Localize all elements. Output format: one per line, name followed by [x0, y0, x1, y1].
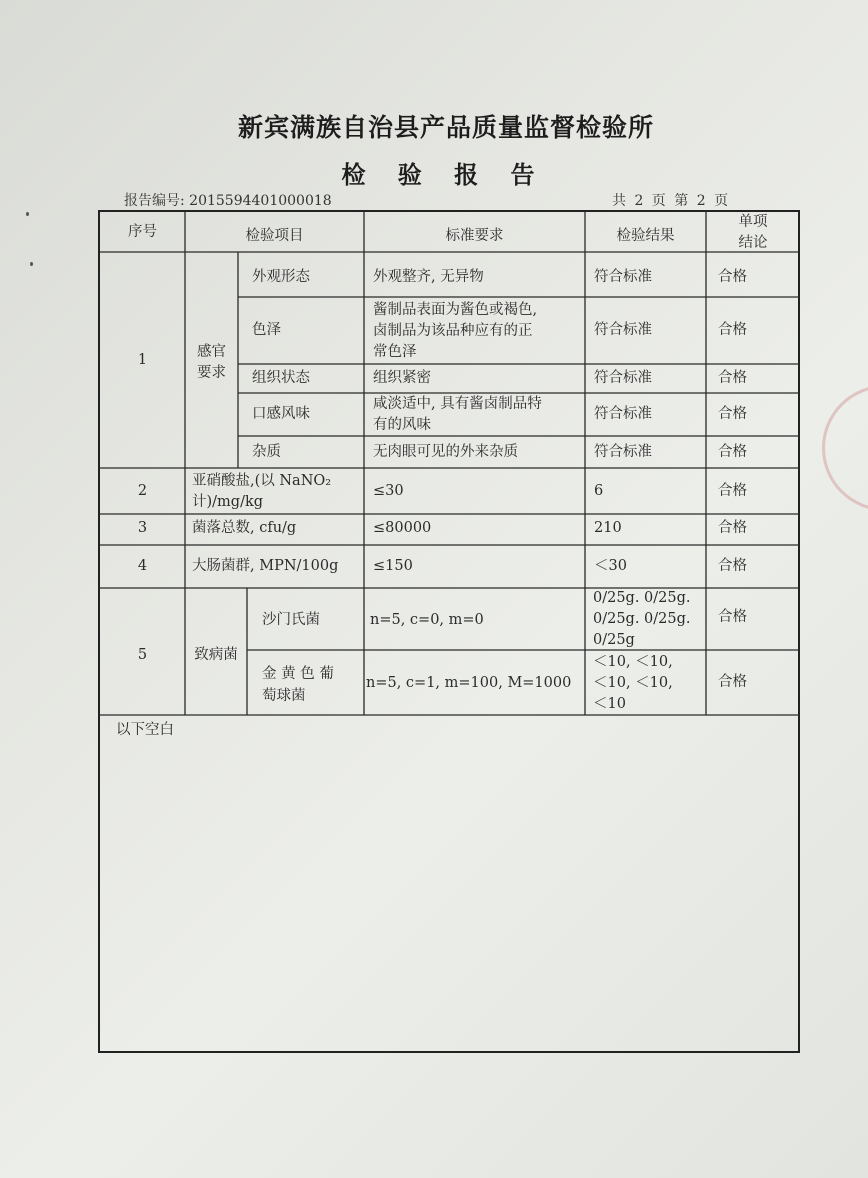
item-cell: 萄球菌 [262, 688, 306, 704]
row-no: 1 [137, 352, 148, 368]
item-cell: 沙门氏菌 [262, 612, 320, 628]
report-number: 报告编号: 2015594401000018 [124, 193, 332, 209]
verdict-cell: 合格 [718, 269, 747, 285]
result-cell: ＜10, ＜10, [593, 654, 673, 670]
group-name-line1: 感官 [197, 344, 226, 360]
result-cell: ＜10 [593, 696, 626, 712]
item-cell: 金 黄 色 葡 [262, 666, 334, 682]
requirement-cell: 咸淡适中, 具有酱卤制品特 [373, 396, 542, 412]
row-no: 2 [137, 483, 148, 499]
requirement-cell: 有的风味 [373, 417, 431, 433]
verdict-cell: 合格 [718, 609, 747, 625]
blank-below-note: 以下空白 [116, 722, 174, 738]
row-no: 3 [137, 520, 148, 536]
item-cell: 亚硝酸盐,(以 NaNO₂ [192, 473, 332, 489]
verdict-cell: 合格 [718, 406, 747, 422]
verdict-cell: 合格 [718, 370, 747, 386]
header-verdict-line2: 结论 [738, 235, 768, 251]
requirement-cell: 卤制品为该品种应有的正 [373, 323, 533, 339]
requirement-cell: ≤80000 [373, 520, 432, 536]
result-cell: 0/25g. 0/25g. [593, 611, 691, 627]
header-item: 检验项目 [245, 228, 304, 244]
verdict-cell: 合格 [718, 558, 747, 574]
verdict-cell: 合格 [718, 520, 747, 536]
header-result: 检验结果 [616, 228, 675, 244]
verdict-cell: 合格 [718, 444, 747, 460]
group-name-line2: 要求 [197, 365, 226, 381]
requirement-cell: 常色泽 [373, 344, 417, 360]
verdict-cell: 合格 [718, 674, 747, 690]
result-cell: 符合标准 [594, 269, 652, 285]
result-cell: 210 [594, 520, 622, 536]
item-cell: 色泽 [252, 322, 281, 338]
row-no: 4 [137, 558, 148, 574]
result-cell: 6 [594, 483, 604, 499]
org-title: 新宾满族自治县产品质量监督检验所 [237, 113, 654, 142]
doc-title: 检 验 报 告 [341, 161, 547, 189]
result-cell: 符合标准 [594, 370, 652, 386]
page-info: 共 2 页 第 2 页 [612, 193, 731, 209]
requirement-cell: n=5, c=0, m=0 [370, 612, 484, 628]
result-cell: 0/25g. 0/25g. [593, 590, 691, 606]
requirement-cell: n=5, c=1, m=100, M=1000 [366, 675, 572, 691]
item-cell: 外观形态 [252, 269, 310, 285]
verdict-cell: 合格 [718, 322, 747, 338]
group-name: 致病菌 [194, 647, 238, 663]
result-cell: 符合标准 [594, 322, 652, 338]
item-cell: 菌落总数, cfu/g [192, 520, 297, 536]
item-cell: 计)/mg/kg [192, 494, 264, 510]
item-cell: 口感风味 [252, 406, 310, 422]
requirement-cell: 无肉眼可见的外来杂质 [373, 444, 518, 460]
item-cell: 大肠菌群, MPN/100g [192, 558, 339, 574]
header-requirement: 标准要求 [445, 228, 504, 244]
item-cell: 杂质 [252, 444, 281, 460]
result-cell: 0/25g [593, 632, 635, 648]
row-no: 5 [137, 647, 148, 663]
requirement-cell: 外观整齐, 无异物 [373, 269, 484, 285]
header-verdict-line1: 单项 [738, 214, 768, 230]
requirement-cell: ≤150 [373, 558, 413, 574]
requirement-cell: ≤30 [373, 483, 404, 499]
header-no: 序号 [128, 224, 157, 240]
result-cell: 符合标准 [594, 444, 652, 460]
requirement-cell: 酱制品表面为酱色或褐色, [373, 302, 538, 318]
item-cell: 组织状态 [252, 370, 310, 386]
result-cell: 符合标准 [594, 406, 652, 422]
requirement-cell: 组织紧密 [373, 370, 431, 386]
result-cell: ＜10, ＜10, [593, 675, 673, 691]
verdict-cell: 合格 [718, 483, 747, 499]
result-cell: ＜30 [594, 558, 627, 574]
